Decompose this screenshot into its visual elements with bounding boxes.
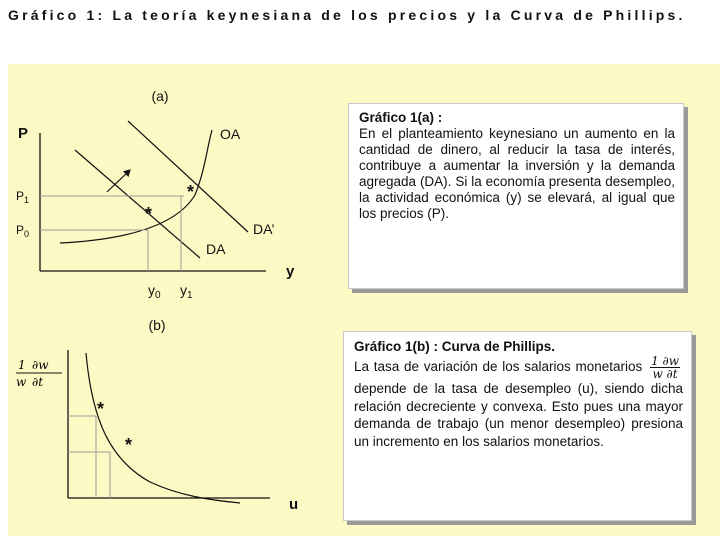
phillips-marker-1: * (97, 399, 105, 419)
graph-b-y-axis-label (16, 358, 62, 389)
svg-text:w: w (16, 375, 27, 389)
equilibrium-marker-1: * (187, 182, 195, 202)
box-a-text: En el planteamiento keynesiano un aumento en la cantidad de dinero, al reducir la tasa de interés, contribuye a aumentar la inversión y la demanda agregada (DA). Si la economía presenta desempleo, la actividad económica (y) se elevará, al igual que los precios (P). (359, 126, 675, 221)
box-b-heading: Gráfico 1(b) : Curva de Phillips. (354, 339, 556, 354)
svg-text:∂w: ∂w (32, 358, 49, 372)
box-b-text (354, 355, 683, 450)
box-a-heading: Gráfico 1(a) : (359, 110, 443, 125)
svg-text:1: 1 (18, 358, 26, 372)
oa-label: OA (220, 126, 241, 142)
wage-rate-fraction: $\frac{1 \partial w}{w \partial t}$ (651, 354, 679, 382)
p0-label: $P_0$ (16, 223, 30, 239)
graph-b-label: (b) (148, 317, 166, 333)
y1-label: $y_1$ (180, 282, 193, 301)
graph-a-p-axis-label: P (18, 125, 29, 142)
page-title: Gráfico 1: La teoría keynesiana de los precios y la Curva de Phillips. (8, 7, 686, 23)
explanation-box-a (348, 103, 684, 289)
graph-b-u-axis-label: u (289, 496, 299, 513)
da-label: DA (206, 241, 226, 257)
phillips-curve (86, 353, 240, 503)
da-shifted-label: DA’ (253, 221, 275, 237)
phillips-marker-2: * (125, 435, 133, 455)
graph-a-label: (a) (151, 88, 169, 104)
explanation-box-b (343, 331, 692, 521)
y0-label: $y_0$ (148, 282, 161, 301)
svg-text:∂t: ∂t (32, 375, 44, 389)
box-b-text-1: La tasa de variación de los salarios monetarios (354, 359, 643, 375)
graph-a-y-axis-label: y (286, 263, 295, 280)
box-b-text-2: depende de la tasa de desempleo (u), siendo dicha relación decreciente y convexa. Esto pues una mayor demanda de trabajo (un menor desempleo) presiona un incremento en los salarios monetarios. (354, 381, 683, 449)
p1-label: $P_1$ (16, 189, 30, 205)
equilibrium-marker-0: * (145, 204, 153, 224)
